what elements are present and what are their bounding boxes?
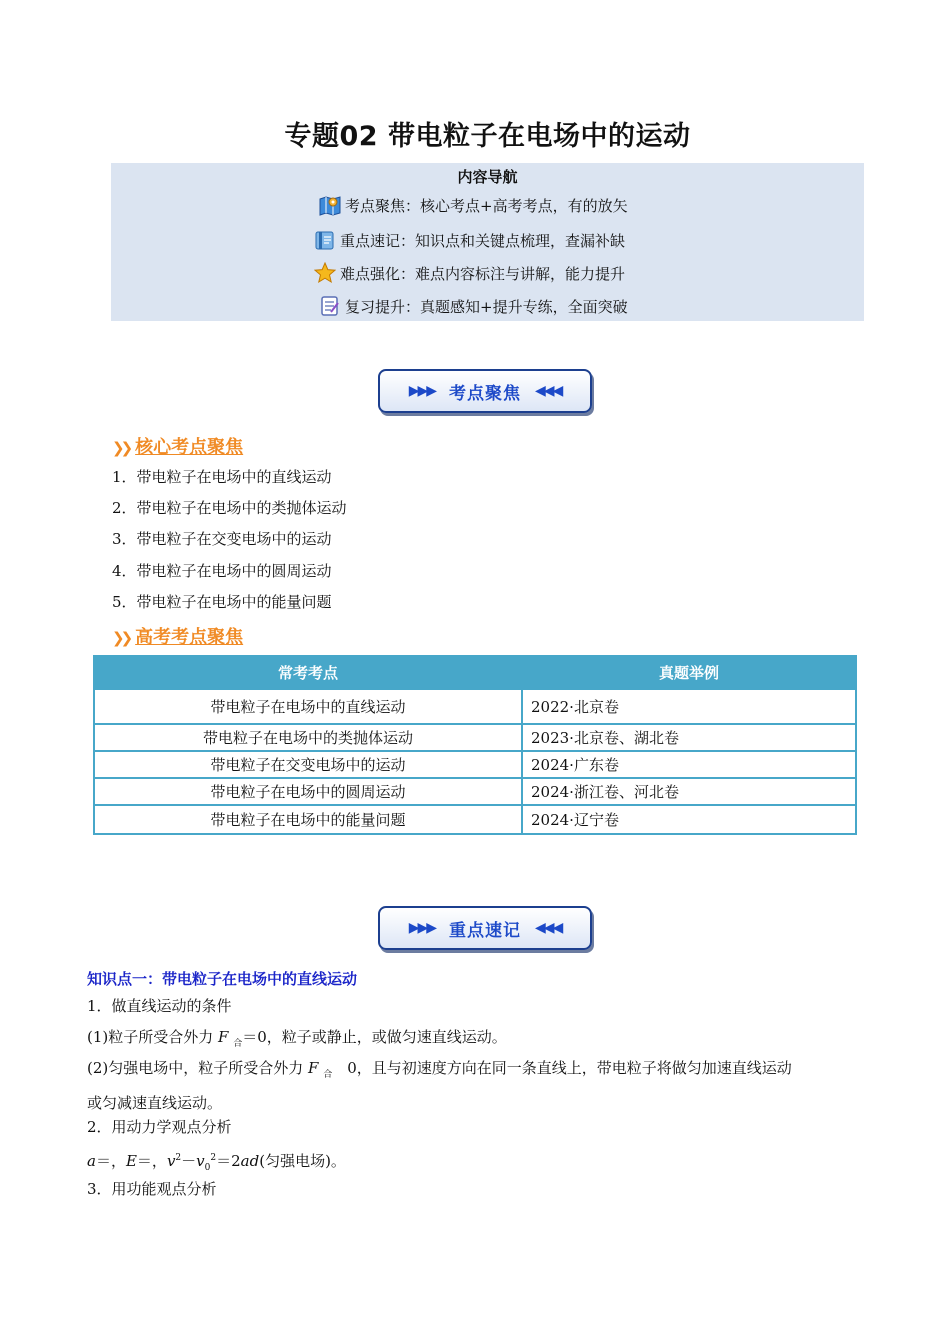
book-icon (314, 229, 336, 251)
nav-item-text: 重点速记：知识点和关键点梳理，查漏补缺 (340, 231, 626, 250)
nav-item-difficulty (314, 262, 625, 284)
paragraph: 3．用功能观点分析 (87, 1180, 217, 1198)
banner-label: 重点速记 (449, 920, 521, 941)
nav-heading: 内容导航 (457, 168, 518, 186)
table-cell: 带电粒子在电场中的直线运动 (94, 689, 522, 724)
exam-topics-table (93, 655, 857, 835)
paragraph: (2)匀强电场中，粒子所受合外力 F $_合$ 0，且与初速度方向在同一条直线上，带电粒子将做匀加速直线运动 或匀减速直线运动。 (87, 1059, 792, 1112)
nav-item-text: 考点聚焦：核心考点+高考考点，有的放矢 (345, 196, 628, 215)
core-topics-heading: ❯❯ 核心考点聚焦 (112, 437, 244, 458)
knowledge-point-title: 知识点一：带电粒子在电场中的直线运动 (87, 970, 358, 988)
double-chevron-icon: ❯❯ (112, 629, 130, 647)
table-row (94, 751, 856, 778)
checklist-icon (319, 295, 341, 317)
banner-left-arrows: ▶▶▶ (408, 383, 435, 399)
table-cell: 带电粒子在电场中的圆周运动 (94, 778, 522, 805)
table-cell: 2024·辽宁卷 (522, 805, 856, 834)
nav-item-text: 难点强化：难点内容标注与讲解，能力提升 (340, 264, 626, 283)
map-icon (319, 194, 341, 216)
column-header: 常考考点 (94, 656, 522, 689)
formula-line: a＝，E＝，$v^2-v_0^2=2ad$(匀强电场)。 (87, 1152, 346, 1173)
list-item: 1．带电粒子在电场中的直线运动 (112, 468, 332, 486)
banner-left-arrows: ▶▶▶ (408, 920, 435, 936)
table-cell: 带电粒子在电场中的类抛体运动 (94, 724, 522, 751)
page-title: 专题02 带电粒子在电场中的运动 (284, 121, 691, 152)
star-icon (314, 262, 336, 284)
double-chevron-icon: ❯❯ (112, 439, 130, 457)
table-cell: 2024·广东卷 (522, 751, 856, 778)
list-item: 2．带电粒子在电场中的类抛体运动 (112, 499, 347, 517)
nav-item-focus (319, 194, 628, 216)
banner-right-arrows: ◀◀◀ (535, 920, 562, 936)
exam-topics-heading: ❯❯ 高考考点聚焦 (112, 627, 244, 648)
nav-item-review (319, 295, 628, 317)
table-row (94, 778, 856, 805)
list-item: 4．带电粒子在电场中的圆周运动 (112, 562, 332, 580)
table-header-row (94, 656, 856, 689)
table-cell: 2024·浙江卷、河北卷 (522, 778, 856, 805)
banner-label: 考点聚焦 (449, 383, 521, 404)
section-banner-notes (378, 906, 592, 950)
table-cell: 2022·北京卷 (522, 689, 856, 724)
paragraph: 1．做直线运动的条件 (87, 997, 232, 1015)
section-banner-focus (378, 369, 592, 413)
paragraph: 2．用动力学观点分析 (87, 1118, 232, 1136)
table-row (94, 805, 856, 834)
table-row (94, 689, 856, 724)
list-item: 3．带电粒子在交变电场中的运动 (112, 530, 332, 548)
banner-right-arrows: ◀◀◀ (535, 383, 562, 399)
column-header: 真题举例 (522, 656, 856, 689)
table-cell: 带电粒子在电场中的能量问题 (94, 805, 522, 834)
nav-item-notes (314, 229, 625, 251)
table-cell: 带电粒子在交变电场中的运动 (94, 751, 522, 778)
list-item: 5．带电粒子在电场中的能量问题 (112, 593, 332, 611)
nav-item-text: 复习提升：真题感知+提升专练，全面突破 (345, 297, 628, 316)
table-row (94, 724, 856, 751)
paragraph: (1)粒子所受合外力 F $_合$＝0，粒子或静止，或做匀速直线运动。 (87, 1028, 507, 1049)
table-cell: 2023·北京卷、湖北卷 (522, 724, 856, 751)
